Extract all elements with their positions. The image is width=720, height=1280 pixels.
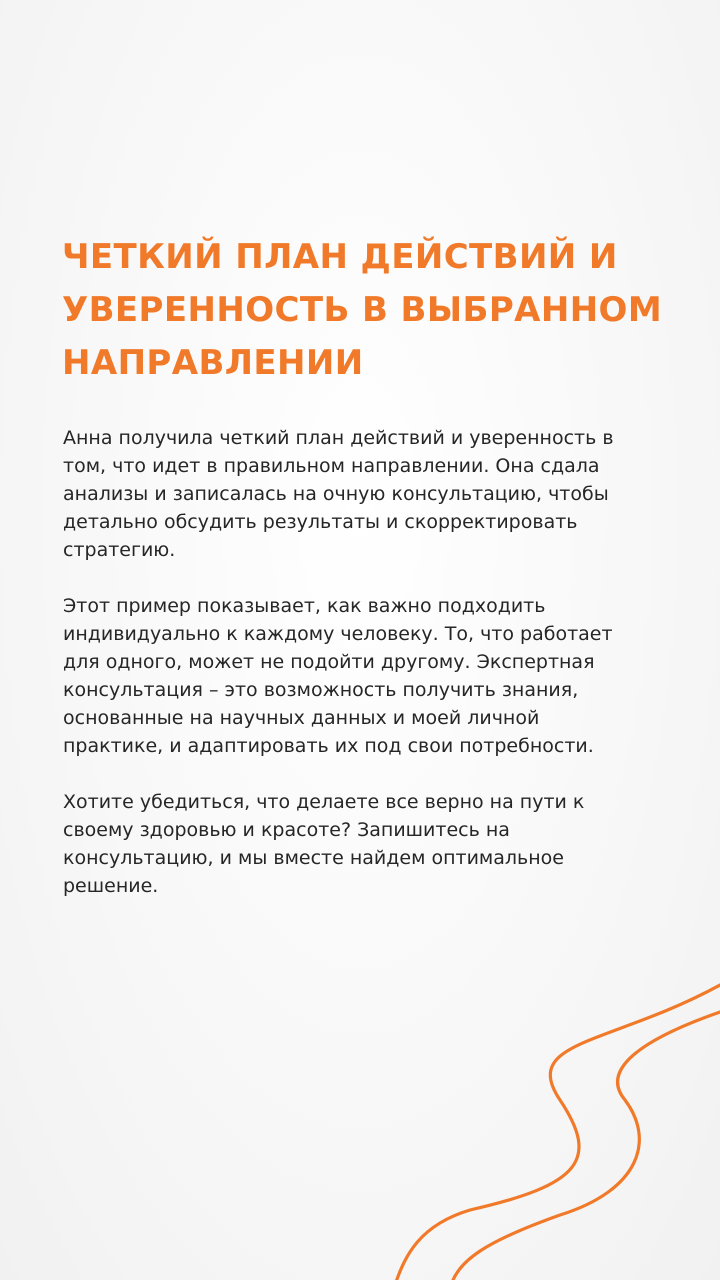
wavy-line-2: [450, 1012, 720, 1280]
slide-title: ЧЕТКИЙ ПЛАН ДЕЙСТВИЙ И УВЕРЕННОСТЬ В ВЫБРАННОМ НАПРАВЛЕНИИ: [62, 237, 663, 383]
paragraph-example: Этот пример показывает, как важно подходить индивидуально к каждому человеку. То, что работает для одного, может не подойти другому. Экспертная консультация – это возможность получить знания, основанные на научных данных и моей личной практике, и адаптировать их под свои потребности.: [63, 595, 613, 757]
paragraph-result: Анна получила четкий план действий и уверенность в том, что идет в правильном направлении. Она сдала анализы и записалась на очную консультацию, чтобы детально обсудить результаты и скорректировать стратегию.: [63, 427, 614, 561]
paragraph-call-to-action: Хотите убедиться, что делаете все верно на пути к своему здоровью и красоте? Запишитесь на консультацию, и мы вместе найдем оптимальное решение.: [63, 791, 585, 897]
wavy-line-1: [395, 985, 720, 1280]
slide-body: [63, 424, 683, 928]
